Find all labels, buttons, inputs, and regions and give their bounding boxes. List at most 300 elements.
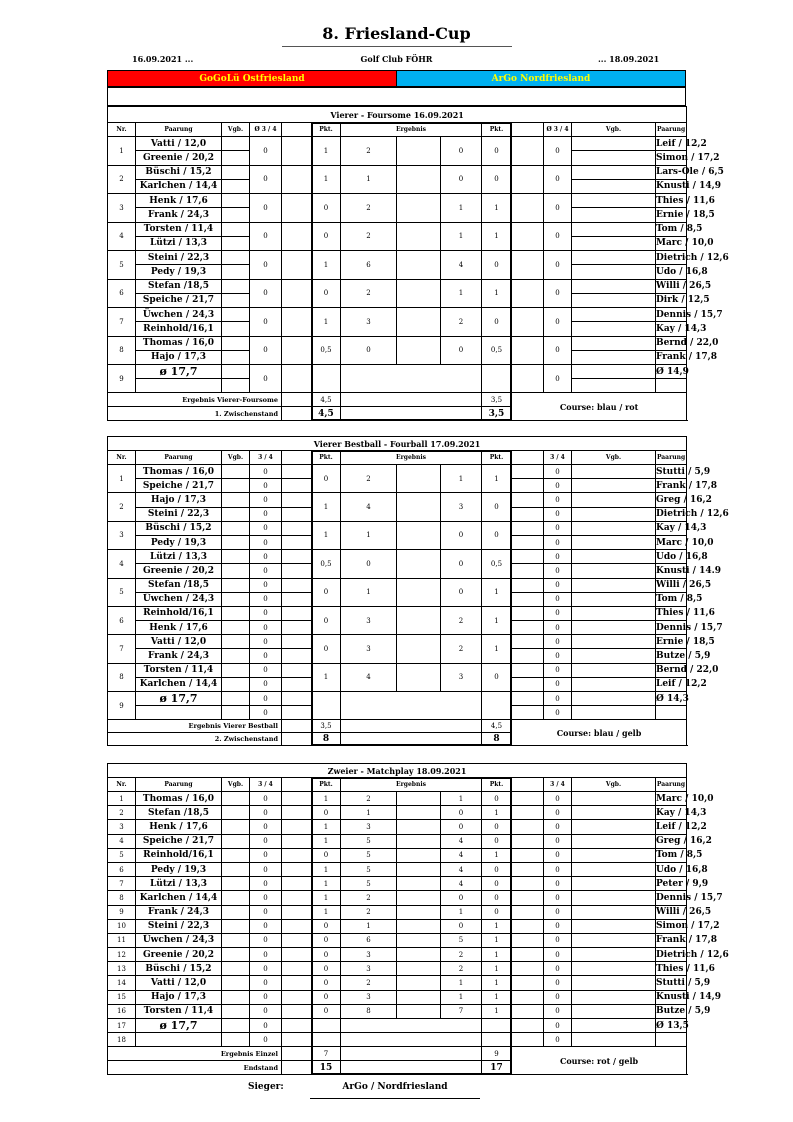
avg-right: 0 (544, 877, 572, 891)
result-left: 3,5 (312, 720, 341, 733)
col-header-vgb: Vgb. (222, 123, 250, 137)
avg-right: 0 (544, 550, 572, 564)
winner-value: ArGo / Nordfriesland (342, 1082, 448, 1092)
avg-left: 0 (250, 1004, 282, 1018)
row-nr: 5 (108, 251, 136, 280)
spacer (282, 123, 312, 137)
club-name: Golf Club FÖHR (360, 54, 433, 64)
spacer (512, 834, 544, 848)
result-2: 0 (441, 891, 482, 905)
subtotal-right: 3,5 (482, 407, 512, 421)
result-2: 1 (441, 465, 482, 493)
points-right: 0 (482, 251, 512, 280)
avg-right: 0 (544, 521, 572, 535)
row-nr: 2 (108, 165, 136, 194)
spacer (282, 792, 312, 806)
result-2: 0 (441, 137, 482, 166)
section-title: Zweier - Matchplay 18.09.2021 (108, 764, 687, 778)
result-1: 5 (341, 834, 397, 848)
col-header-avg: Ø 3 / 4 (250, 123, 282, 137)
col-header-ergebnis: Ergebnis (341, 778, 482, 792)
points-right: 0,5 (482, 550, 512, 578)
vgb-cell (222, 905, 250, 919)
player-left: Reinhold/16,1 (136, 322, 222, 336)
player-right: Knusti / 14,9 (656, 179, 687, 193)
player-left: Büschi / 15,2 (136, 165, 222, 179)
spacer (282, 365, 312, 393)
result-2: 2 (441, 962, 482, 976)
vgb-cell (222, 919, 250, 933)
spacer (282, 336, 312, 365)
avg-right: 0 (544, 692, 572, 706)
avg-hcp-left: ø 17,7 (136, 1019, 222, 1033)
points-right: 0,5 (482, 336, 512, 365)
result-2: 0 (441, 521, 482, 549)
player-right: Knusti / 14,9 (656, 990, 687, 1004)
player-left: Frank / 24,3 (136, 208, 222, 222)
points-left: 0 (312, 222, 341, 251)
player-right: Lars-Ole / 6,5 (656, 165, 687, 179)
vgb-cell (222, 179, 250, 193)
result-2: 5 (441, 933, 482, 947)
avg-right: 0 (544, 621, 572, 635)
col-header-vgb: Vgb. (222, 451, 250, 465)
player-left: Hajo / 17,3 (136, 493, 222, 507)
row-nr: 9 (108, 692, 136, 720)
avg-left: 0 (250, 677, 282, 691)
col-header-pkt-right: Pkt. (482, 451, 512, 465)
player-left: Thomas / 16,0 (136, 465, 222, 479)
player-right: Greg / 16,2 (656, 834, 687, 848)
points-right: 0 (482, 493, 512, 521)
row-nr: 12 (108, 948, 136, 962)
result-1: 1 (341, 165, 397, 194)
vgb-cell (222, 379, 250, 393)
avg-hcp-right: Ø 14,9 (656, 366, 689, 377)
player-left: Lützi / 13,3 (136, 236, 222, 250)
spacer (282, 1004, 312, 1018)
score-block-outline (311, 122, 512, 421)
points-right: 1 (482, 806, 512, 820)
course-info: Course: blau / gelb (512, 720, 687, 746)
row-nr: 10 (108, 919, 136, 933)
player-right: Dietrich / 12,6 (656, 251, 687, 265)
spacer (282, 663, 312, 677)
spacer (282, 962, 312, 976)
avg-right: 0 (544, 279, 572, 308)
player-left: Stefan /18,5 (136, 806, 222, 820)
spacer (282, 877, 312, 891)
vgb-cell (222, 806, 250, 820)
row-nr: 5 (108, 848, 136, 862)
row-nr: 6 (108, 606, 136, 634)
spacer (282, 948, 312, 962)
avg-right: 0 (544, 635, 572, 649)
vgb-cell (222, 208, 250, 222)
result-1: 2 (341, 976, 397, 990)
player-left: Greenie / 20,2 (136, 948, 222, 962)
vgb-cell (222, 649, 250, 663)
player-right: Ernie / 18,5 (656, 635, 687, 649)
points-right: 0 (482, 521, 512, 549)
empty (656, 706, 687, 720)
points-right: 1 (482, 976, 512, 990)
points-left: 0 (312, 933, 341, 947)
vgb-cell (222, 862, 250, 876)
spacer (282, 451, 312, 465)
result-1: 2 (341, 792, 397, 806)
player-right: Leif / 12,2 (656, 677, 687, 691)
player-left: Pedy / 19,3 (136, 265, 222, 279)
spacer (282, 720, 312, 733)
result-right: 3,5 (482, 393, 512, 407)
avg-right: 0 (544, 564, 572, 578)
result-2: 4 (441, 862, 482, 876)
result-1: 1 (341, 578, 397, 606)
points-left: 1 (312, 877, 341, 891)
vgb-cell (572, 350, 656, 364)
points-left: 0,5 (312, 336, 341, 365)
player-right: Knusti / 14.9 (656, 564, 687, 578)
vgb-cell (572, 862, 656, 876)
spacer (282, 465, 312, 479)
col-header-ergebnis: Ergebnis (341, 451, 482, 465)
spacer (512, 479, 544, 493)
player-left: Steini / 22,3 (136, 507, 222, 521)
spacer (512, 933, 544, 947)
vgb-cell (572, 151, 656, 165)
result-1: 3 (341, 308, 397, 337)
points-left: 0 (312, 635, 341, 663)
points-right: 1 (482, 848, 512, 862)
spacer (282, 194, 312, 223)
points-right: 1 (482, 948, 512, 962)
vgb-cell (572, 379, 656, 393)
vgb-cell (572, 806, 656, 820)
player-left: Torsten / 11,4 (136, 663, 222, 677)
vgb-cell (572, 308, 656, 322)
avg-right: 0 (544, 792, 572, 806)
empty (136, 706, 222, 720)
player-left: Torsten / 11,4 (136, 1004, 222, 1018)
vgb-cell (572, 933, 656, 947)
row-nr: 1 (108, 137, 136, 166)
avg-hcp-right: Ø 14,3 (656, 693, 689, 704)
player-left: Lützi / 13,3 (136, 877, 222, 891)
vgb-cell (222, 877, 250, 891)
spacer (512, 706, 544, 720)
col-header-nr: Nr. (108, 123, 136, 137)
avg-right: 0 (544, 1004, 572, 1018)
vgb-cell (222, 293, 250, 307)
spacer (282, 778, 312, 792)
avg-left: 0 (250, 564, 282, 578)
avg-left: 0 (250, 308, 282, 337)
vgb-cell (222, 1004, 250, 1018)
vgb-cell (222, 236, 250, 250)
spacer (512, 365, 544, 393)
col-header-vgb-right: Vgb. (572, 123, 656, 137)
player-left: Henk / 17,6 (136, 621, 222, 635)
col-header-avg-right: 3 / 4 (544, 778, 572, 792)
vgb-cell (572, 479, 656, 493)
subtotal-left: 4,5 (312, 407, 341, 421)
row-nr: 13 (108, 962, 136, 976)
avg-left: 0 (250, 663, 282, 677)
vgb-cell (572, 521, 656, 535)
avg-left: 0 (250, 649, 282, 663)
vgb-cell (572, 365, 656, 379)
col-header-avg-right: 3 / 4 (544, 451, 572, 465)
spacer (282, 706, 312, 720)
points-left: 1 (312, 521, 341, 549)
subtotal-label: Endstand (108, 1061, 282, 1075)
points-right: 0 (482, 663, 512, 691)
vgb-cell (572, 905, 656, 919)
avg-left: 0 (250, 621, 282, 635)
result-right: 9 (482, 1047, 512, 1061)
vgb-cell (222, 848, 250, 862)
avg-left: 0 (250, 465, 282, 479)
spacer (282, 733, 312, 746)
player-left: Torsten / 11,4 (136, 222, 222, 236)
course-info: Course: blau / rot (512, 393, 687, 421)
spacer (282, 635, 312, 649)
player-right: Bernd / 22,0 (656, 336, 687, 350)
vgb-cell (222, 677, 250, 691)
vgb-cell (222, 194, 250, 208)
player-right: Butze / 5,9 (656, 1004, 687, 1018)
player-right: Stutti / 5,9 (656, 976, 687, 990)
row-nr: 4 (108, 222, 136, 251)
player-right: Bernd / 22,0 (656, 663, 687, 677)
avg-hcp-right: Ø 13,5 (656, 1020, 689, 1031)
vgb-cell (222, 1033, 250, 1047)
avg-right: 0 (544, 336, 572, 365)
player-right: Dennis / 15,7 (656, 621, 687, 635)
result-2: 1 (441, 990, 482, 1004)
col-header-nr: Nr. (108, 778, 136, 792)
spacer (282, 834, 312, 848)
spacer (282, 507, 312, 521)
row-nr: 3 (108, 820, 136, 834)
subtotal-right: 17 (482, 1061, 512, 1075)
spacer (512, 948, 544, 962)
spacer (512, 123, 544, 137)
spacer (512, 507, 544, 521)
player-right: Leif / 12,2 (656, 137, 687, 151)
score-block-outline (311, 777, 512, 1075)
avg-left: 0 (250, 479, 282, 493)
points-left: 0 (312, 848, 341, 862)
points-right: 0 (482, 137, 512, 166)
spacer (282, 606, 312, 620)
points-right: 1 (482, 222, 512, 251)
points-right: 1 (482, 962, 512, 976)
vgb-cell (572, 592, 656, 606)
result-2: 1 (441, 976, 482, 990)
player-right: Kay / 14,3 (656, 806, 687, 820)
avg-right: 0 (544, 919, 572, 933)
spacer (282, 1061, 312, 1075)
vgb-cell (572, 208, 656, 222)
player-left: Vatti / 12,0 (136, 635, 222, 649)
row-nr: 3 (108, 194, 136, 223)
vgb-cell (572, 322, 656, 336)
vgb-cell (572, 279, 656, 293)
vgb-cell (222, 279, 250, 293)
player-right: Frank / 17,8 (656, 350, 687, 364)
player-right: Dennis / 15,7 (656, 891, 687, 905)
spacer (512, 778, 544, 792)
vgb-cell (572, 493, 656, 507)
vgb-cell (572, 165, 656, 179)
result-1: 2 (341, 137, 397, 166)
player-left: Steini / 22,3 (136, 919, 222, 933)
avg-right: 0 (544, 592, 572, 606)
avg-right: 0 (544, 137, 572, 166)
player-left: Speiche / 21,7 (136, 479, 222, 493)
col-header-pkt-right: Pkt. (482, 123, 512, 137)
points-right: 0 (482, 877, 512, 891)
result-2: 1 (441, 222, 482, 251)
empty (136, 379, 222, 393)
spacer (282, 1033, 312, 1047)
avg-right: 0 (544, 365, 572, 393)
player-right: Tom / 8,5 (656, 222, 687, 236)
player-right: Willi / 26,5 (656, 578, 687, 592)
spacer (282, 165, 312, 194)
vgb-cell (222, 1019, 250, 1033)
avg-left: 0 (250, 891, 282, 905)
spacer (512, 165, 544, 194)
player-right: Tom / 8,5 (656, 848, 687, 862)
avg-left: 0 (250, 862, 282, 876)
vgb-cell (572, 1033, 656, 1047)
points-left: 0 (312, 962, 341, 976)
vgb-cell (572, 293, 656, 307)
col-header-vgb: Vgb. (222, 778, 250, 792)
spacer (512, 308, 544, 337)
spacer (282, 905, 312, 919)
avg-left: 0 (250, 948, 282, 962)
result-1: 2 (341, 905, 397, 919)
spacer (512, 1033, 544, 1047)
subtotal-left: 8 (312, 733, 341, 746)
vgb-cell (572, 792, 656, 806)
result-1: 3 (341, 820, 397, 834)
result-1: 3 (341, 606, 397, 634)
row-nr: 16 (108, 1004, 136, 1018)
vgb-cell (222, 521, 250, 535)
avg-left: 0 (250, 365, 282, 393)
points-right: 1 (482, 635, 512, 663)
spacer (512, 521, 544, 535)
spacer (282, 137, 312, 166)
result-2: 0 (441, 806, 482, 820)
avg-right: 0 (544, 535, 572, 549)
spacer (512, 677, 544, 691)
avg-right: 0 (544, 649, 572, 663)
player-right: Dennis / 15,7 (656, 308, 687, 322)
avg-right: 0 (544, 606, 572, 620)
player-left: Henk / 17,6 (136, 194, 222, 208)
row-nr: 2 (108, 493, 136, 521)
avg-right: 0 (544, 820, 572, 834)
player-left: Frank / 24,3 (136, 649, 222, 663)
player-left: Pedy / 19,3 (136, 535, 222, 549)
avg-right: 0 (544, 578, 572, 592)
spacer (282, 933, 312, 947)
avg-right: 0 (544, 479, 572, 493)
result-2: 2 (441, 606, 482, 634)
result-1: 4 (341, 493, 397, 521)
points-right: 1 (482, 465, 512, 493)
avg-right: 0 (544, 948, 572, 962)
col-header-pkt: Pkt. (312, 778, 341, 792)
player-left: Frank / 24,3 (136, 905, 222, 919)
result-2: 7 (441, 1004, 482, 1018)
spacer (282, 806, 312, 820)
spacer (512, 621, 544, 635)
avg-left: 0 (250, 848, 282, 862)
vgb-cell (572, 606, 656, 620)
row-nr: 7 (108, 635, 136, 663)
spacer (282, 621, 312, 635)
result-left: 4,5 (312, 393, 341, 407)
spacer (512, 578, 544, 592)
points-right: 1 (482, 279, 512, 308)
spacer (512, 535, 544, 549)
spacer (282, 919, 312, 933)
avg-right: 0 (544, 1033, 572, 1047)
avg-right: 0 (544, 706, 572, 720)
player-right: Willi / 26,5 (656, 905, 687, 919)
vgb-cell (572, 635, 656, 649)
player-left: Reinhold/16,1 (136, 848, 222, 862)
vgb-cell (572, 891, 656, 905)
vgb-cell (222, 265, 250, 279)
winner-underline (310, 1098, 480, 1099)
row-nr: 1 (108, 465, 136, 493)
row-nr: 9 (108, 905, 136, 919)
player-left: Büschi / 15,2 (136, 962, 222, 976)
result-2: 1 (441, 194, 482, 223)
col-header-pkt: Pkt. (312, 451, 341, 465)
vgb-cell (222, 507, 250, 521)
vgb-cell (222, 990, 250, 1004)
avg-left: 0 (250, 976, 282, 990)
row-nr: 4 (108, 834, 136, 848)
player-right: Ernie / 18,5 (656, 208, 687, 222)
vgb-cell (572, 877, 656, 891)
avg-left: 0 (250, 692, 282, 706)
vgb-cell (222, 820, 250, 834)
points-right: 0 (482, 165, 512, 194)
spacer (282, 1019, 312, 1033)
player-right: Greg / 16,2 (656, 493, 687, 507)
player-left: Speiche / 21,7 (136, 834, 222, 848)
player-right: Dietrich / 12,6 (656, 948, 687, 962)
avg-left: 0 (250, 1019, 282, 1033)
avg-right: 0 (544, 834, 572, 848)
player-left: Vatti / 12,0 (136, 976, 222, 990)
avg-right: 0 (544, 165, 572, 194)
vgb-cell (222, 962, 250, 976)
avg-right: 0 (544, 194, 572, 223)
spacer (282, 649, 312, 663)
avg-right: 0 (544, 308, 572, 337)
